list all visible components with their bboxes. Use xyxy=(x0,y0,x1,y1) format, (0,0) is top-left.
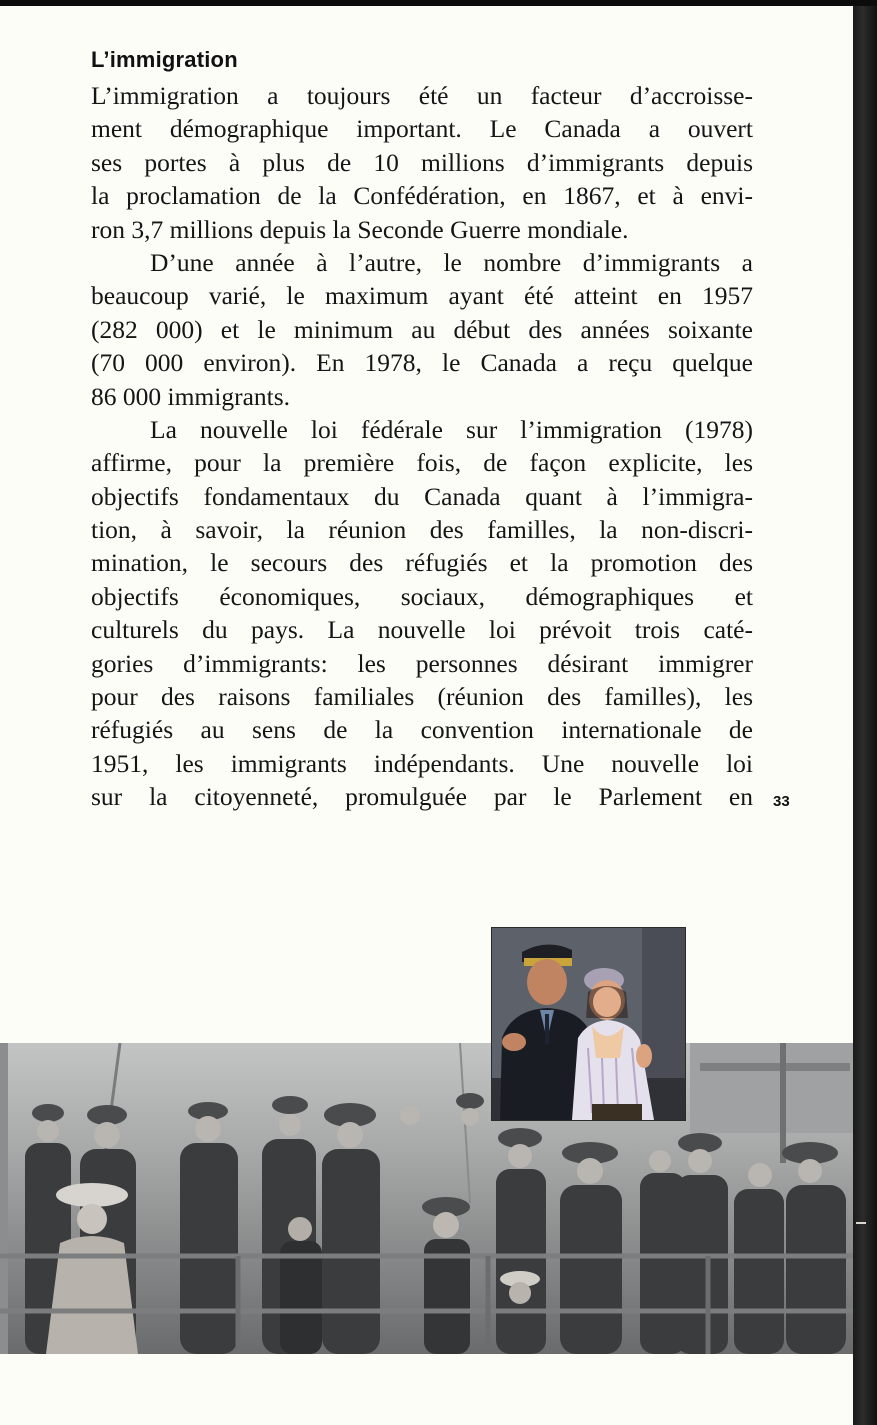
text-line: ron 3,7 millions depuis la Seconde Guerre mondiale. xyxy=(91,214,629,244)
text-line: mination, le secours des réfugiés et la promotion des xyxy=(91,548,753,578)
book-edge xyxy=(853,6,877,1425)
text-line: (282 000) et le minimum au début des années soixante xyxy=(91,314,753,344)
text-line: (70 000 environ). En 1978, le Canada a reçu quelque xyxy=(91,348,753,378)
text-line: objectifs fondamentaux du Canada quant à l’immigra- xyxy=(91,481,753,511)
text-line: L’immigration a toujours été un facteur d’accroisse- xyxy=(91,81,753,110)
section-heading: L’immigration xyxy=(91,47,238,72)
text-line: beaucoup varié, le maximum ayant été atteint en 1957 xyxy=(91,281,753,311)
text-line: ment démographique important. Le Canada a ouvert xyxy=(91,114,753,144)
inset-color-photo xyxy=(492,928,685,1120)
book-page xyxy=(0,6,853,1425)
text-line: 1951, les immigrants indépendants. Une nouvelle loi xyxy=(91,748,753,778)
text-line: sur la citoyenneté, promulguée par le Parlement en xyxy=(91,782,753,812)
text-line: gories d’immigrants: les personnes désirant immigrer xyxy=(91,648,753,678)
text-line: culturels du pays. La nouvelle loi prévoit trois caté- xyxy=(91,615,753,645)
text-line: réfugiés au sens de la convention internationale de xyxy=(91,715,753,745)
text-line: ses portes à plus de 10 millions d’immigrants depuis xyxy=(91,147,753,177)
text-line: affirme, pour la première fois, de façon explicite, les xyxy=(91,448,753,478)
edge-mark xyxy=(856,1222,866,1224)
text-line: 86 000 immigrants. xyxy=(91,381,291,411)
text-line: objectifs économiques, sociaux, démographiques et xyxy=(91,581,753,611)
crowd-photo-image xyxy=(0,1043,853,1354)
text-line: La nouvelle loi fédérale sur l’immigration (1978) xyxy=(150,414,753,444)
text-line: D’une année à l’autre, le nombre d’immigrants a xyxy=(150,247,753,277)
text-line: pour des raisons familiales (réunion des familles), les xyxy=(91,682,753,712)
page-number: 33 xyxy=(773,793,790,810)
archival-crowd-photo xyxy=(0,1043,853,1354)
body-text xyxy=(91,79,753,814)
text-line: la proclamation de la Confédération, en 1867, et à envi- xyxy=(91,181,753,211)
inset-photo-image xyxy=(492,928,685,1120)
text-line: tion, à savoir, la réunion des familles, la non-discri- xyxy=(91,515,753,545)
